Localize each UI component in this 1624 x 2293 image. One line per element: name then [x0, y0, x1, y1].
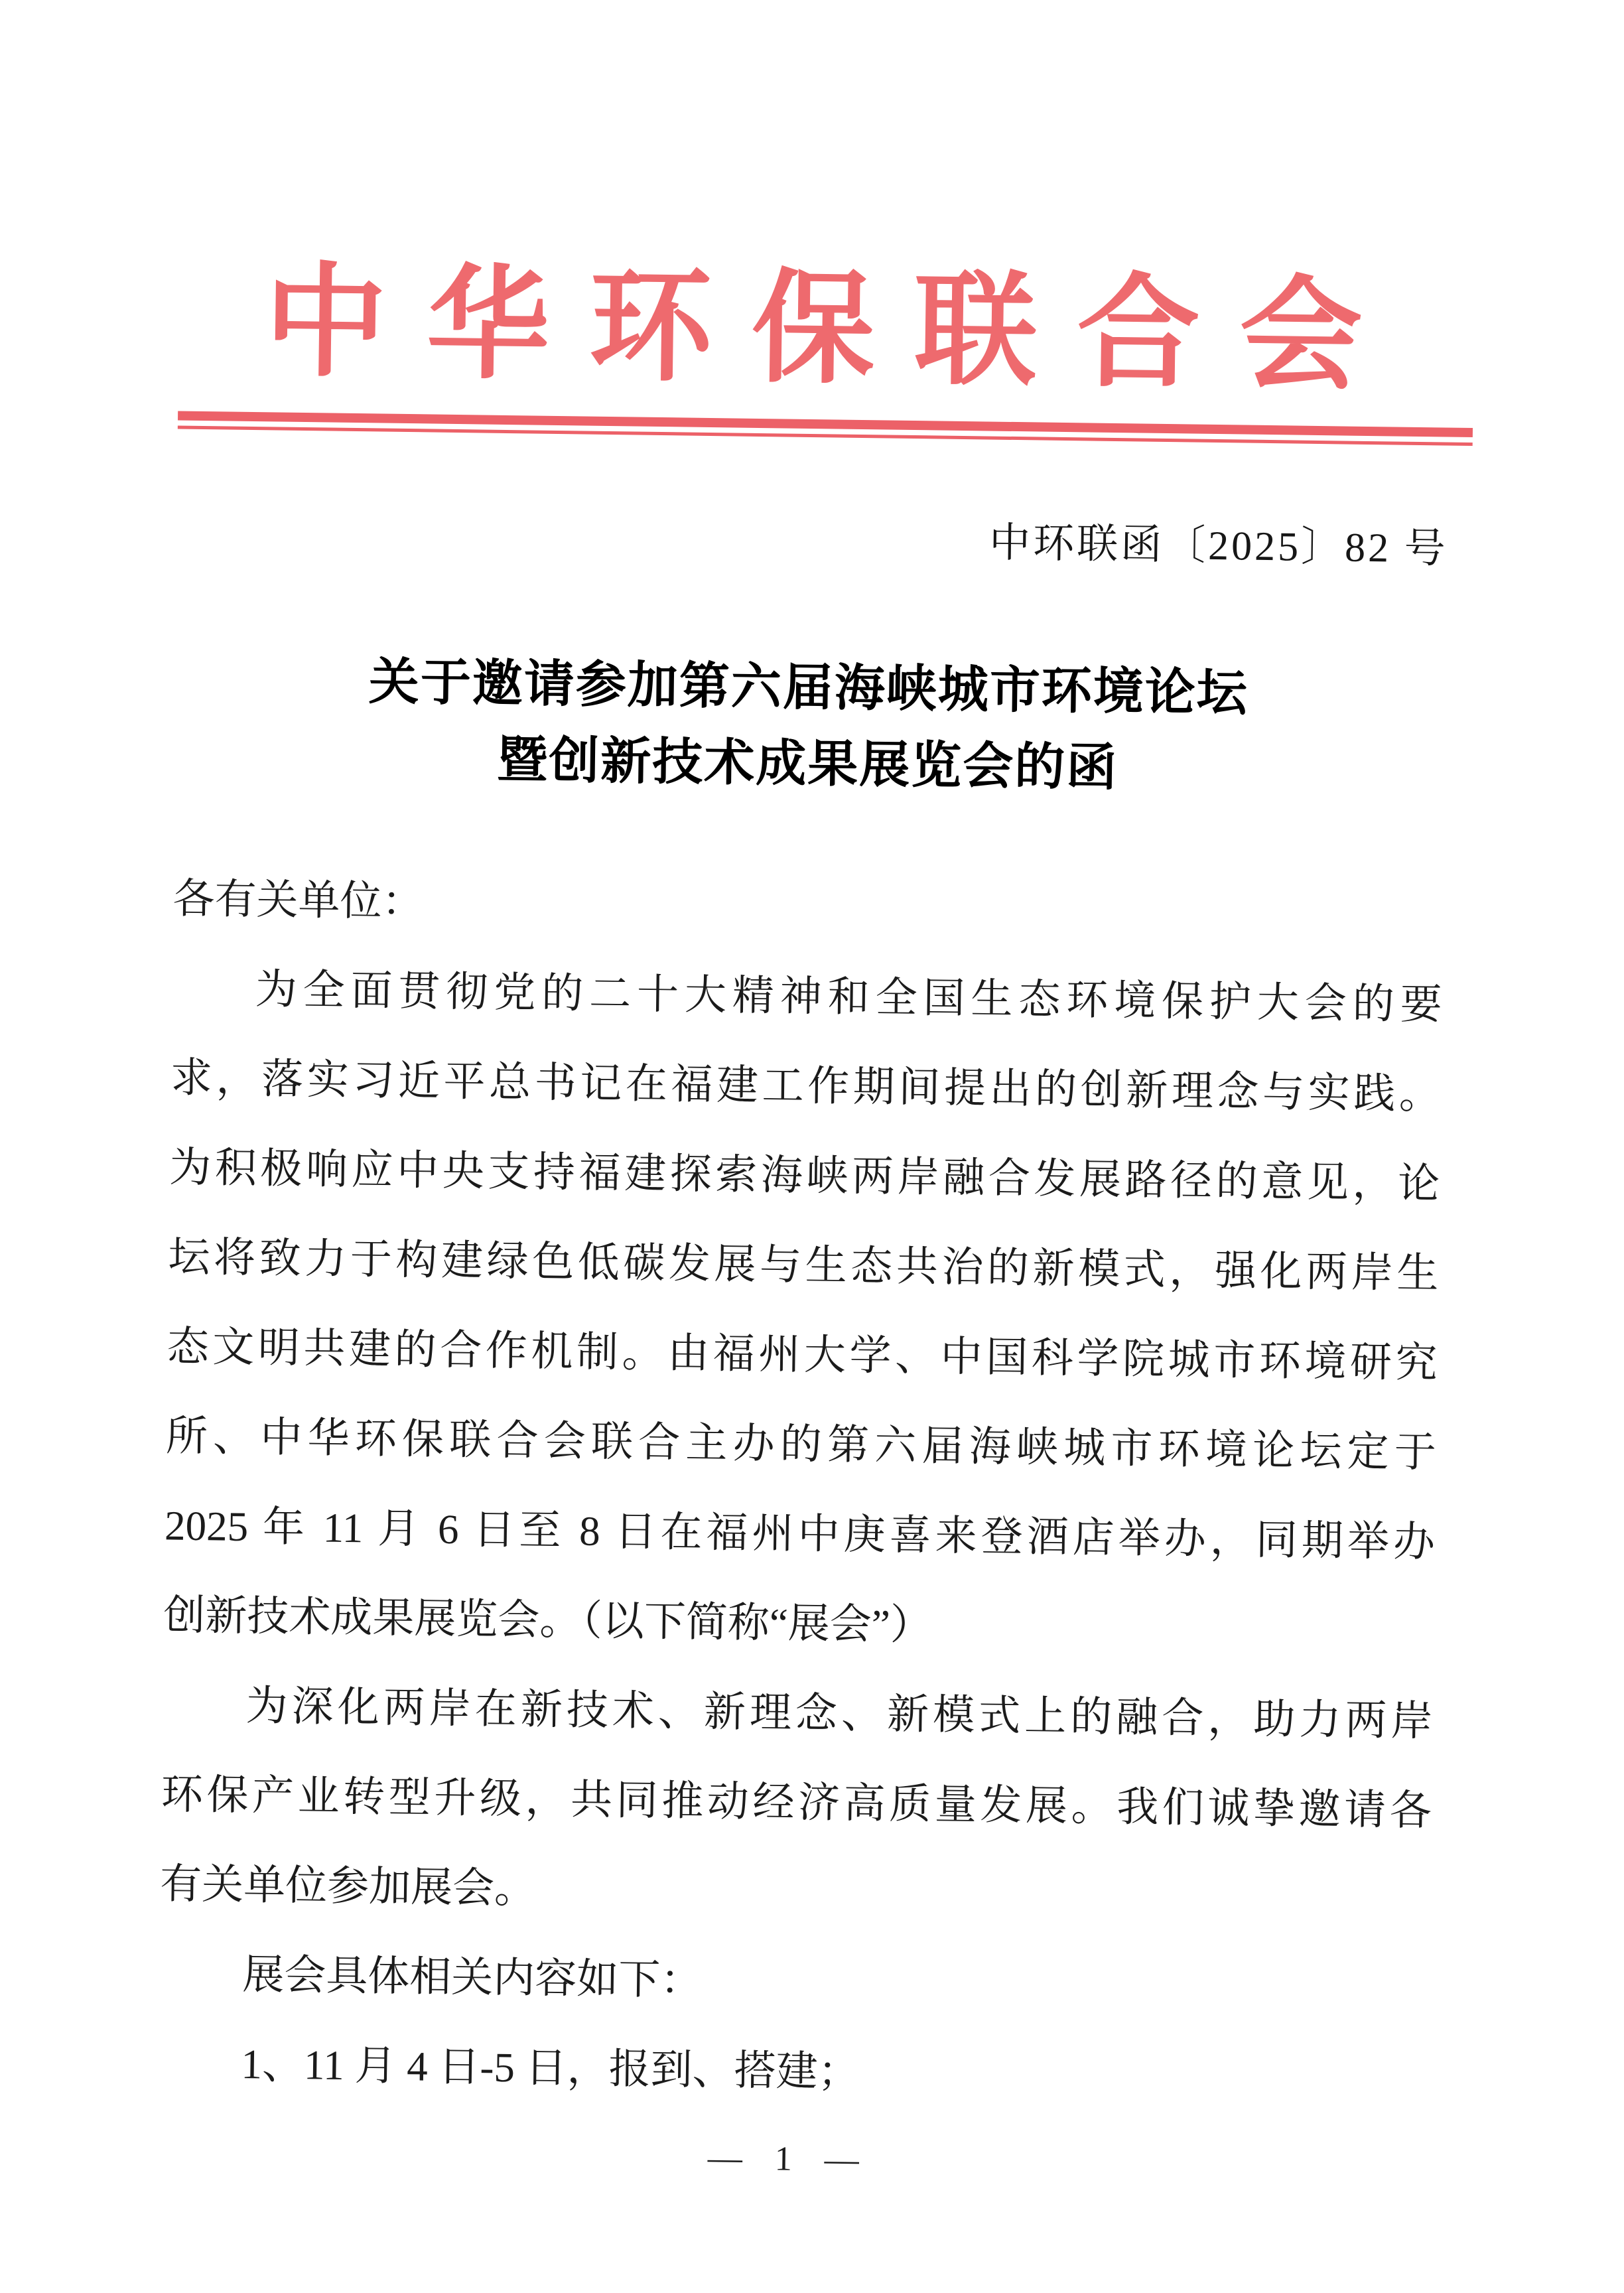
body-line: 展会具体相关内容如下： [241, 1951, 703, 2004]
body-line: 态文明共建的合作机制。由福州大学、中国科学院城市环境研究 [167, 1323, 1438, 1387]
document-body [157, 854, 1444, 2124]
document-title-line1: 关于邀请参加第六届海峡城市环境论坛 [368, 654, 1249, 722]
body-line: 环保产业转型升级，共同推动经济高质量发展。我们诚挚邀请各 [161, 1771, 1432, 1835]
body-line: 坛将致力于构建绿色低碳发展与生态共治的新模式，强化两岸生 [168, 1233, 1439, 1297]
document-title-line2: 暨创新技术成果展览会的函 [496, 732, 1118, 797]
document-number: 中环联函〔2025〕82 号 [988, 520, 1449, 572]
body-line: 为全面贯彻党的二十大精神和全国生态环境保护大会的要 [255, 966, 1443, 1028]
document-title [0, 640, 1621, 813]
body-line: 创新技术成果展览会。（以下简称“展会”） [163, 1592, 933, 1649]
body-line: 为深化两岸在新技术、新理念、新模式上的融合，助力两岸 [245, 1682, 1433, 1745]
body-line-salutation: 各有关单位： [172, 875, 424, 926]
organization-masthead: 中华环保联合会 [263, 255, 1403, 406]
body-line: 有关单位参加展会。 [159, 1860, 537, 1912]
body-line: 所、中华环保联合会联合主办的第六届海峡城市环境论坛定于 [165, 1413, 1437, 1476]
body-line: 求，落实习近平总书记在福建工作期间提出的创新理念与实践。 [170, 1054, 1442, 1118]
page-number: — 1 — [707, 2139, 872, 2180]
body-line: 为积极响应中央支持福建探索海峡两岸融合发展路径的意见，论 [169, 1144, 1440, 1208]
body-line: 1、11 月 4 日-5 日，报到、搭建； [241, 2040, 860, 2096]
masthead-rule-thick [178, 411, 1473, 437]
body-line: 2025 年 11 月 6 日至 8 日在福州中庚喜来登酒店举办，同期举办 [164, 1502, 1436, 1566]
